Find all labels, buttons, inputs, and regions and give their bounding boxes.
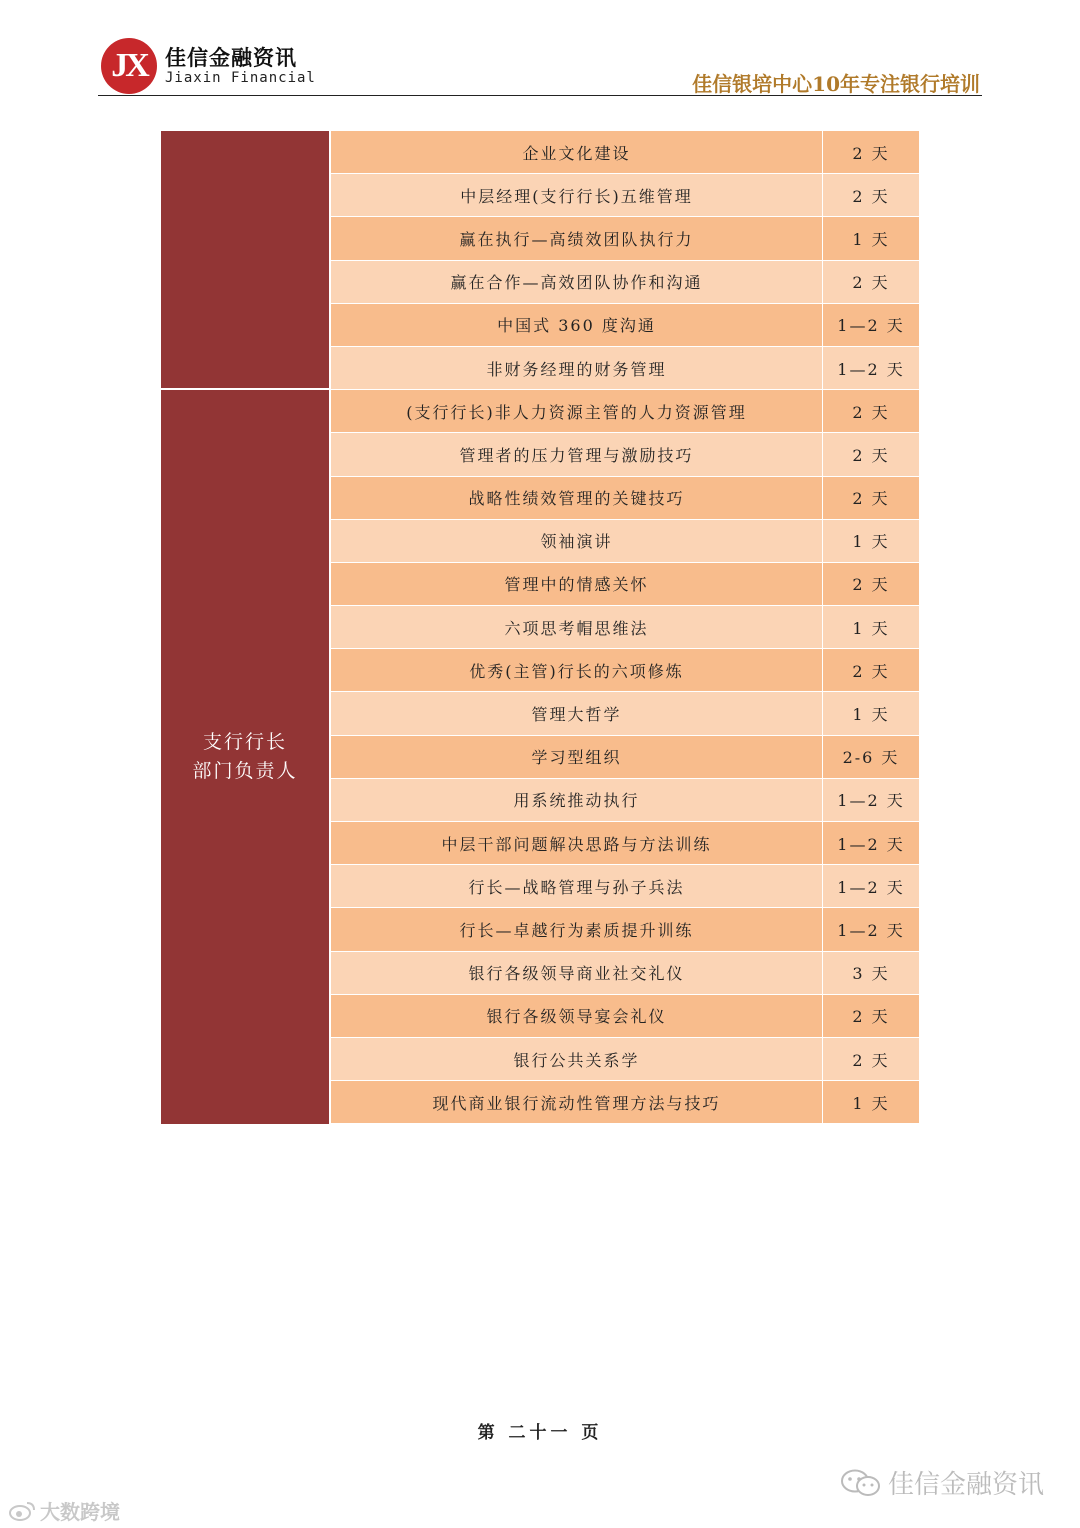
table-row [331, 779, 919, 822]
table-row [331, 131, 919, 174]
course-duration: 1 天 [852, 229, 890, 249]
watermark-wechat [840, 1464, 1044, 1501]
course-duration: 1 天 [852, 532, 890, 552]
course-name: 赢在合作—高效团队协作和沟通 [331, 261, 823, 303]
course-duration: 3 天 [852, 964, 890, 984]
table-row [331, 692, 919, 735]
table-row [331, 908, 919, 951]
table-row [331, 606, 919, 649]
course-name: 非财务经理的财务管理 [331, 347, 823, 389]
weibo-icon [8, 1500, 36, 1522]
watermark-left-text: 大数跨境 [40, 1500, 120, 1524]
page-number: 第 二十一 页 [477, 1423, 603, 1443]
table-row [331, 1081, 919, 1124]
table-row [331, 865, 919, 908]
course-name: 企业文化建设 [331, 131, 823, 173]
category-label: 支行行长 [202, 731, 287, 754]
table-group [161, 131, 919, 390]
course-duration: 2 天 [852, 489, 890, 509]
course-name: 中层经理(支行行长)五维管理 [331, 174, 823, 216]
course-table [161, 131, 919, 1124]
course-name: 行长—战略管理与孙子兵法 [331, 865, 823, 907]
header-divider [98, 95, 982, 96]
table-row [331, 822, 919, 865]
table-row [331, 736, 919, 779]
course-duration: 1 天 [852, 1093, 890, 1113]
table-group [161, 390, 919, 1124]
course-name: 优秀(主管)行长的六项修炼 [331, 649, 823, 691]
watermark-right-text: 佳信金融资讯 [887, 1470, 1044, 1500]
course-duration: 1—2 天 [837, 920, 905, 940]
course-name: 学习型组织 [331, 736, 823, 778]
table-row [331, 390, 919, 433]
course-name: 银行各级领导宴会礼仪 [331, 995, 823, 1037]
table-row [331, 304, 919, 347]
header-slogan: 佳信银培中心10年专注银行培训 [692, 72, 980, 96]
category-label: 部门负责人 [192, 760, 298, 783]
course-duration: 1 天 [852, 618, 890, 638]
course-name: 赢在执行—高绩效团队执行力 [331, 217, 823, 259]
course-name: 银行公共关系学 [331, 1038, 823, 1080]
course-duration: 1—2 天 [837, 791, 905, 811]
course-duration: 2 天 [852, 402, 890, 422]
course-name: 现代商业银行流动性管理方法与技巧 [331, 1081, 823, 1123]
table-row [331, 520, 919, 563]
wechat-icon [840, 1468, 882, 1498]
table-row [331, 433, 919, 476]
course-duration: 2 天 [852, 661, 890, 681]
course-name: 中国式 360 度沟通 [331, 304, 823, 346]
course-name: 管理者的压力管理与激励技巧 [331, 433, 823, 475]
table-row [331, 217, 919, 260]
course-name: 领袖演讲 [331, 520, 823, 562]
table-row [331, 347, 919, 390]
table-row [331, 477, 919, 520]
course-name: 管理中的情感关怀 [331, 563, 823, 605]
course-name: (支行行长)非人力资源主管的人力资源管理 [331, 390, 823, 432]
table-row [331, 649, 919, 692]
course-duration: 2 天 [852, 445, 890, 465]
table-row [331, 952, 919, 995]
table-row [331, 1038, 919, 1081]
course-duration: 2-6 天 [842, 748, 900, 768]
course-duration: 2 天 [852, 186, 890, 206]
course-duration: 2 天 [852, 273, 890, 293]
course-duration: 1—2 天 [837, 877, 905, 897]
course-duration: 2 天 [852, 1050, 890, 1070]
table-row [331, 174, 919, 217]
table-row [331, 995, 919, 1038]
watermark-weibo [8, 1496, 120, 1525]
course-duration: 1—2 天 [837, 316, 905, 336]
course-duration: 1—2 天 [837, 834, 905, 854]
table-row [331, 261, 919, 304]
course-name: 用系统推动执行 [331, 779, 823, 821]
logo-mark: JX [101, 38, 157, 94]
logo-text-cn: 佳信金融资讯 [165, 46, 297, 70]
course-duration: 2 天 [852, 1007, 890, 1027]
course-name: 行长—卓越行为素质提升训练 [331, 908, 823, 950]
course-duration: 1—2 天 [837, 359, 905, 379]
course-name: 管理大哲学 [331, 692, 823, 734]
logo-text-en: Jiaxin Financial [165, 70, 316, 86]
course-name: 银行各级领导商业社交礼仪 [331, 952, 823, 994]
course-duration: 1 天 [852, 705, 890, 725]
category-cell [161, 131, 331, 390]
course-name: 六项思考帽思维法 [331, 606, 823, 648]
table-row [331, 563, 919, 606]
course-duration: 2 天 [852, 143, 890, 163]
course-name: 中层干部问题解决思路与方法训练 [331, 822, 823, 864]
course-duration: 2 天 [852, 575, 890, 595]
course-name: 战略性绩效管理的关键技巧 [331, 477, 823, 519]
category-cell [161, 390, 331, 1124]
